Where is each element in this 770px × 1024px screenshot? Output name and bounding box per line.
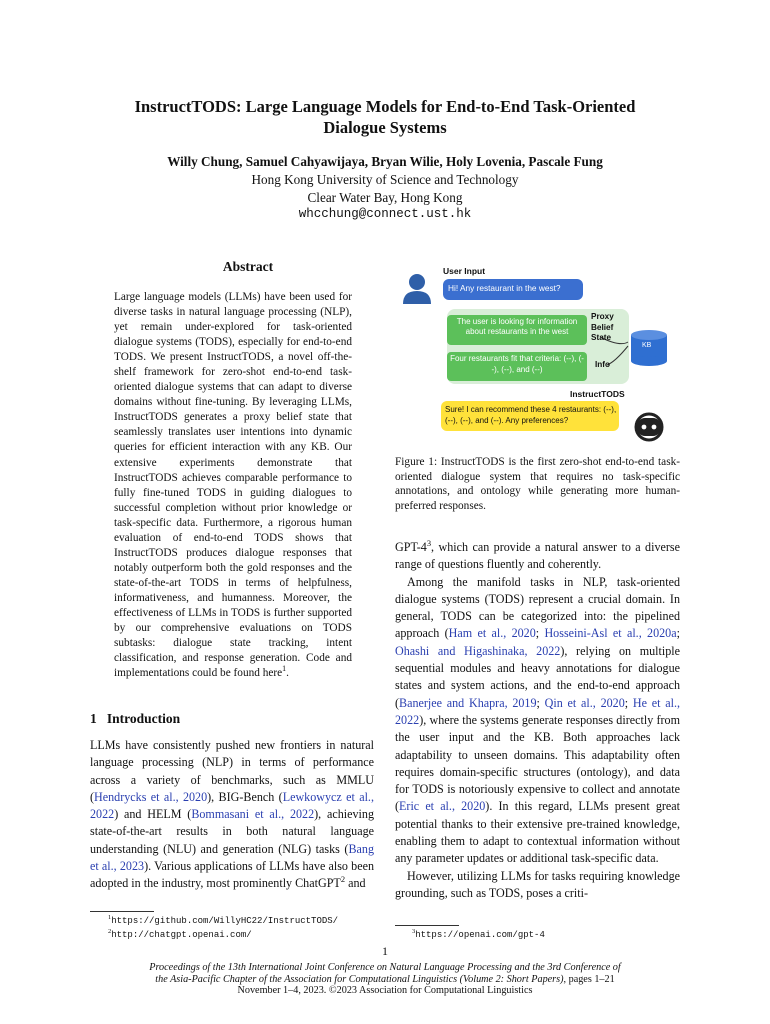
citation[interactable]: Ham et al., 2020 (448, 626, 536, 641)
footnote-1: $^1$https://github.com/WillyHC22/InstructTODS/ (108, 913, 339, 926)
system-label: InstructTODS (570, 389, 625, 399)
citation[interactable]: Ohashi and Higashinaka, 2022 (395, 643, 561, 658)
user-message-text: Hi! Any restaurant in the west? (448, 283, 561, 293)
footnote-marker[interactable]: 2 (340, 874, 346, 885)
footer-pages: , pages 1–21 (563, 973, 615, 985)
footnote-link[interactable]: https://openai.com/gpt-4 (415, 930, 545, 940)
user-input-label: User Input (443, 266, 486, 276)
citation[interactable]: Eric et al., 2020 (399, 799, 486, 814)
title-line-2: Dialogue Systems (323, 118, 447, 137)
section-number: 1 (90, 711, 97, 726)
footer-line-1: Proceedings of the 13th International Joint Conference on Natural Language Processing and the 3rd Conference of (149, 962, 621, 973)
paper-title (60, 96, 710, 138)
footnote-link[interactable]: http://chatgpt.openai.com/ (111, 930, 252, 940)
page-number: 1 (382, 944, 388, 958)
authors: Willy Chung, Samuel Cahyawijaya, Bryan Wilie, Holy Lovenia, Pascale Fung (167, 154, 603, 169)
info-label: Info (595, 360, 611, 369)
footnote-link[interactable]: https://github.com/WillyHC22/InstructTODS/ (111, 916, 339, 926)
belief-state-text: The user is looking for information about restaurants in the west (456, 317, 578, 336)
right-column-text (395, 539, 680, 902)
affiliation-address: Clear Water Bay, Hong Kong (307, 190, 463, 205)
affiliation: Hong Kong University of Science and Technology (251, 172, 519, 187)
section-heading (90, 711, 180, 727)
bot-headset-icon (636, 414, 662, 440)
footer-line-3: November 1–4, 2023. ©2023 Association for Computational Linguistics (237, 985, 533, 996)
figure-1 (395, 262, 680, 448)
abstract-heading: Abstract (222, 259, 274, 274)
citation[interactable]: Banerjee and Khapra, 2019 (399, 695, 537, 710)
abstract-text: Large language models (LLMs) have been used for diverse tasks in natural language processing (NLP), yet remain under-explored for task-oriented dialogue systems (TODS), especially for end-to-end TODS. We present InstructTODS, a novel off-the-shelf framework for zero-shot end-to-end task-oriented dialogue systems that can adapt to diverse domains without fine-tuning. By leveraging LLMs, InstructTODS generates a proxy belief state that seamlessly translates user intentions into dynamic queries for efficient interaction with any KB. Our extensive experiments demonstrate that InstructTODS achieves comparable performance to fully fine-tuned TODS in guiding dialogues to successful completion without prior knowledge or task-specific data. Furthermore, a rigorous human evaluation of end-to-end TODS shows that InstructTODS produces dialogue responses that notably outperform both the gold responses and the state-of-the-art TODS in terms of helpfulness, informativeness, and humanness. Moreover, the effectiveness of LLMs in TODS is further supported by our comprehensive evaluations on TODS subtasks: dialogue state tracking, intent classification, and response generation. Code and implementations could be found here (114, 291, 352, 680)
footnote-3: $^3$https://openai.com/gpt-4 (412, 927, 545, 940)
title-line-1: InstructTODS: Large Language Models for End-to-End Task-Oriented (134, 97, 636, 116)
abstract-body (114, 290, 352, 681)
intro-paragraph: LLMs have consistently pushed new frontiers in natural language processing (NLP) in terms of performance across a variety of benchmarks, such as MMLU (Hendrycks et al., 2020), BIG-Bench (Lewkowycz et al., 2022) and HELM (Bommasani et al., 2022), achieving state-of-the-art results in both natural language understanding (NLU) and generation (NLG) tasks (Bang et al., 2023). Various applications of LLMs have also been adopted in the industry, most prominently ChatGPT$^2$ and (90, 738, 374, 891)
info-text: Four restaurants fit that criteria: (--), (--), (--), and (--) (450, 354, 584, 374)
paragraph: However, utilizing LLMs for tasks requiring knowledge grounding, such as TODS, poses a criti- (395, 868, 680, 900)
footnote-2: $^2$http://chatgpt.openai.com/ (108, 927, 252, 940)
footnote-rule (90, 911, 154, 912)
proxy-belief-state-label: Proxy Belief State (591, 312, 614, 342)
footnote-marker[interactable]: 3 (426, 537, 432, 548)
citation[interactable]: Bommasani et al., 2022 (191, 807, 315, 822)
proceedings-footer (60, 962, 710, 997)
author-email[interactable]: whcchung@connect.ust.hk (298, 207, 472, 221)
citation[interactable]: Lewkowycz et al., 2022 (90, 789, 374, 822)
kb-label: KB (642, 342, 652, 349)
abstract-end: . (286, 667, 289, 680)
section-title: Introduction (106, 711, 181, 726)
system-response-text: Sure! I can recommend these 4 restaurants: (--), (--), (--), and (--). Any preferences? (445, 405, 617, 425)
citation[interactable]: He et al., 2022 (395, 695, 681, 727)
paragraph: Among the manifold tasks in NLP, task-oriented dialogue systems (TODS) represent a crucial domain. In general, TODS can be categorized into: the pipelined approach (Ham et al., 2020; Hosseini-Asl et al., 2020a; Ohashi and Higashinaka, 2022), relying on multiple sequential modules and heavy annotations for dialogue states and system actions, and the end-to-end approach (Banerjee and Khapra, 2019; Qin et al., 2020; He et al., 2022), where the systems generate responses directly from the user input and the KB. Both approaches lack adaptability to unseen domains. This adaptability often requires domain-specific structures (ontology), and data for TODS is notoriously expensive to collect and annotate (Eric et al., 2020). In this regard, LLMs present great potential thanks to their extensive pre-trained knowledge, enabling them to adapt to contextual information without any parameter updates or additional task-specific data. (395, 574, 681, 866)
footer-line-2: the Asia-Pacific Chapter of the Association for Computational Linguistics (Volume 2: Short Papers) (155, 973, 564, 985)
footnote-marker[interactable]: 1 (282, 664, 287, 674)
figure-caption: Figure 1: InstructTODS is the first zero-shot end-to-end task-oriented dialogue system that requires no task-specific annotations, and ontology while generating more human-preferred responses. (395, 456, 680, 512)
footnote-rule (395, 925, 459, 926)
citation[interactable]: Bang et al., 2023 (90, 841, 374, 874)
citation[interactable]: Qin et al., 2020 (544, 695, 625, 710)
paragraph: GPT-$4^3$, which can provide a natural answer to a diverse range of questions fluently and coherently. (395, 537, 680, 572)
user-avatar-icon (403, 274, 431, 304)
citation[interactable]: Hendrycks et al., 2020 (94, 789, 208, 804)
citation[interactable]: Hosseini-Asl et al., 2020a (544, 626, 677, 641)
